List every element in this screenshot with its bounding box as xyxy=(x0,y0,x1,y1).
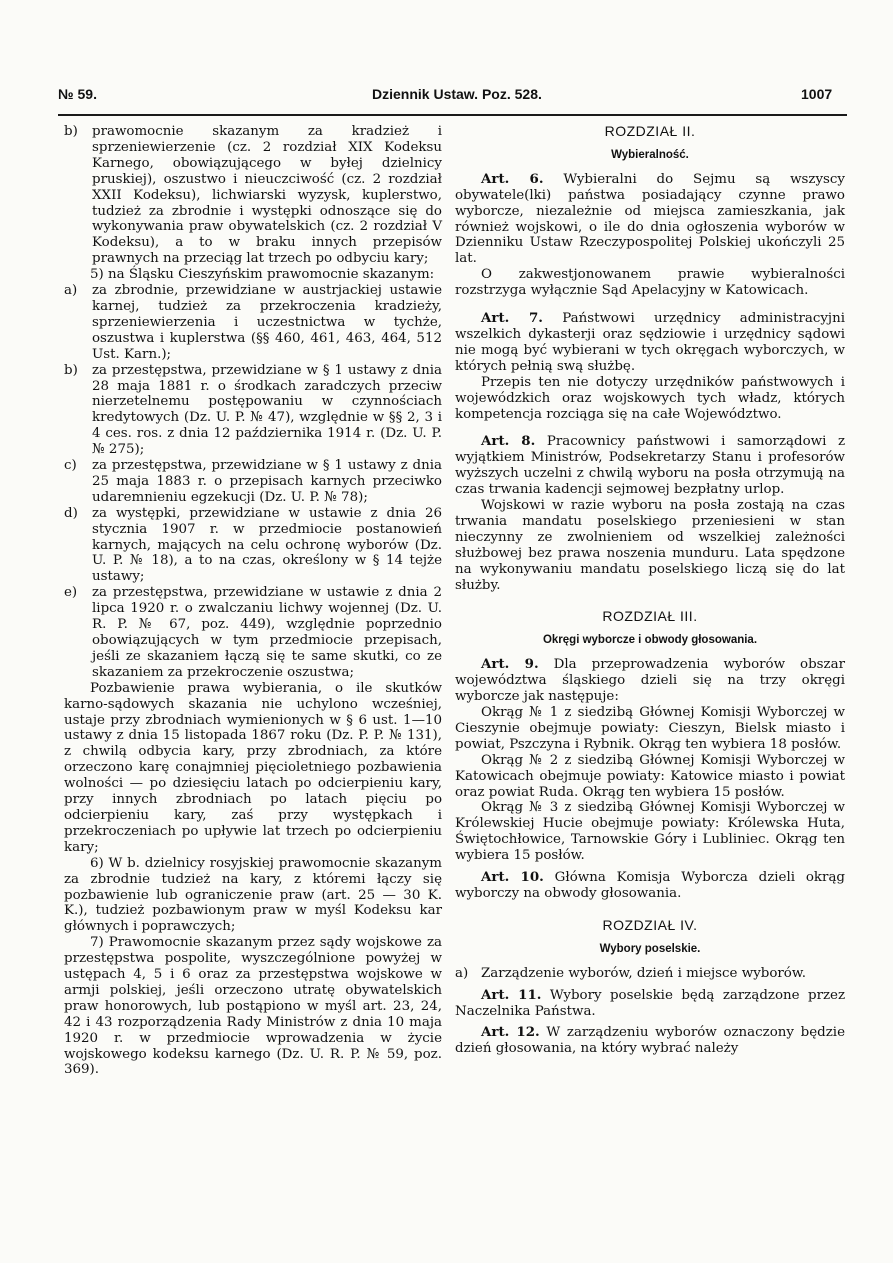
page-header xyxy=(0,86,893,108)
article-6 xyxy=(455,172,845,267)
article-label: Art. 8. xyxy=(481,433,536,450)
article-label: Art. 7. xyxy=(481,310,543,327)
article-text: Dla przeprowadzenia wyborów obszar województwa śląskiego dzieli się na trzy okręgi wyborcze jak następuje: xyxy=(455,657,845,705)
article-7 xyxy=(455,311,845,375)
item-text: za przestępstwa, przewidziane w § 1 ustawy z dnia 28 maja 1881 r. o środkach zaradczych przeciw nierzetelnemu postępowaniu w czynnościach kredytowych (Dz. U. P. № 47), względnie w §§ 2, 3 i 4 ces. ros. z dnia 12 października 1914 r. (Dz. U. P. № 275); xyxy=(92,362,442,458)
item-marker: c) xyxy=(64,458,77,474)
item-marker: e) xyxy=(64,585,78,601)
district-2: Okrąg № 2 z siedzibą Głównej Komisji Wyborczej w Katowicach obejmuje powiaty: Katowice miasto i powiat oraz powiat Ruda. Okrąg ten wybiera 15 posłów. xyxy=(455,752,845,800)
item-text: za zbrodnie, przewidziane w austrjackiej ustawie karnej, tudzież za przekroczenia kradzieży, sprzeniewierzenia i uczestnictwa w tychże, oszustwa i kuplerstwa (§§ 460, 461, 463, 464, 512 Ust. Karn.); xyxy=(92,283,442,362)
article-7-paragraph-2: Przepis ten nie dotyczy urzędników państwowych i wojewódzkich oraz wojskowych tych władz, których kompetencja rozciąga się na całe Województwo. xyxy=(455,374,845,422)
item-5: 5) na Śląsku Cieszyńskim prawomocnie skazanym: xyxy=(90,267,435,283)
section-text: Zarządzenie wyborów, dzień i miejsce wyborów. xyxy=(481,965,806,981)
item-text: prawomocnie skazanym za kradzież i sprzeniewierzenie (cz. 2 rozdział XIX Kodeksu Karnego, obowiązującego w byłej dzielnicy pruskiej), oszustwo i nieuczciwość (cz. 2 rozdział XXII Kodeksu), lichwiarski wyzysk, kuplerstwo, tudzież za zbrodnie i występki odnoszące się do wykonywania praw obywatelskich (cz. 2 rozdział V Kodeksu), a to w braku innych przepisów prawnych na przeciąg lat trzech po odbyciu kary; xyxy=(92,124,442,267)
item-marker: b) xyxy=(64,124,78,139)
section-marker: a) xyxy=(455,965,469,981)
article-6-paragraph-2: O zakwestjonowanem prawie wybieralności rozstrzyga wyłącznie Sąd Apelacyjny w Katowicach. xyxy=(455,267,845,299)
chapter-3-heading: ROZDZIAŁ III. xyxy=(602,608,698,625)
article-8-paragraph-2: Wojskowi w razie wyboru na posła zostają na czas trwania mandatu poselskiego przeniesieni w stan nieczynny ze zwolnieniem od wszelkiej zależności służbowej bez prawa noszenia munduru. Lata spędzone na wykonywaniu mandatu poselskiego liczą się do lat służby. xyxy=(455,498,845,593)
article-label: Art. 11. xyxy=(481,986,542,1003)
chapter-4-heading: ROZDZIAŁ IV. xyxy=(602,916,698,933)
section-a xyxy=(455,966,845,982)
item-text: za przestępstwa, przewidziane w § 1 ustawy z dnia 25 maja 1883 r. o przepisach karnych przeciwko udaremnieniu egzekucji (Dz. U. P. № 78); xyxy=(92,458,442,505)
article-10 xyxy=(455,870,845,902)
article-label: Art. 10. xyxy=(481,869,544,886)
item-text: za występki, przewidziane w ustawie z dnia 26 stycznia 1907 r. w przedmiocie postanowień karnych, mających na celu ochronę wyborów (Dz. U. P. № 18), a to na czas, określony w § 14 tejże ustawy; xyxy=(92,505,442,585)
article-label: Art. 12. xyxy=(481,1024,540,1041)
right-column xyxy=(455,124,845,1057)
chapter-2-heading: ROZDZIAŁ II. xyxy=(604,123,696,139)
item-marker: a) xyxy=(64,283,78,299)
journal-title: Dziennik Ustaw. Poz. 528. xyxy=(372,86,542,102)
paragraph-pozbawienie: Pozbawienie prawa wybierania, o ile skutków karno-sądowych skazania nie uchylono wcześniej, ustaje przy zbrodniach wymienionych w § 6 ust. 1—10 ustawy z dnia 15 listopada 1867 roku (Dz. P. P. № 131), z chwilą odbycia kary, przy zbrodniach, za które orzeczono karę conajmniej pięcioletniego pozbawienia wolności — po dziesięciu latach po odcierpieniu kary, przy innych zbrodniach po latach pięciu po odcierpieniu kary, zaś przy występkach i przekroczeniach po upływie lat trzech po odcierpieniu kary; xyxy=(64,680,442,855)
paragraph-6: 6) W b. dzielnicy rosyjskiej prawomocnie skazanym za zbrodnie tudzież na kary, z któremi łączy się pozbawienie lub ograniczenie praw (art. 25 — 30 K. K.), tudzież pozbawionym praw w myśl Kodeksu kar głównych i poprawczych; xyxy=(64,855,442,935)
sub-item-c xyxy=(64,458,442,506)
item-marker: d) xyxy=(64,505,78,521)
district-1: Okrąg № 1 z siedzibą Głównej Komisji Wyborczej w Cieszynie obejmuje powiaty: Cieszyn, Bielsk miasto i powiat, Pszczyna i Rybnik. Okrąg ten wybiera 18 posłów. xyxy=(455,705,845,752)
page-number: 1007 xyxy=(801,86,833,102)
left-column xyxy=(64,124,442,1078)
sub-item-b xyxy=(64,363,442,458)
article-text: Państwowi urzędnicy administracyjni wszelkich dykasterji oraz sędziowie i urzędnicy sądowi nie mogą być wybierani w tych okręgach wyborczych, w których pełnią swą służbę. xyxy=(455,311,845,374)
item-b xyxy=(64,124,442,267)
article-8 xyxy=(455,434,845,498)
paragraph-7: 7) Prawomocnie skazanym przez sądy wojskowe za przestępstwa pospolite, wyszczególnione powyżej w ustępach 4, 5 i 6 oraz za przestępstwa wojskowe w armji polskiej, jeśli orzeczono utratę obywatelskich praw honorowych, lub postąpiono w myśl art. 23, 24, 42 i 43 rozporządzenia Rady Ministrów z dnia 10 maja 1920 r. w przedmiocie wprowadzenia w życie wojskowego kodeksu karnego (Dz. U. R. P. № 59, poz. 369). xyxy=(64,935,442,1078)
article-label: Art. 6. xyxy=(481,170,544,187)
article-9 xyxy=(455,657,845,705)
article-text: Główna Komisja Wyborcza dzieli okrąg wyborczy na obwody głosowania. xyxy=(455,870,846,901)
article-text: Wybory poselskie będą zarządzone przez Naczelnika Państwa. xyxy=(455,987,846,1019)
chapter-2-subheading: Wybieralność. xyxy=(611,148,689,161)
item-text: za przestępstwa, przewidziane w ustawie z dnia 2 lipca 1920 r. o zwalczaniu lichwy wojennej (Dz. U. R. P. № 67, poz. 449), względnie poprzednio obowiązujących w tym przedmiocie przepisach, jeśli ze skazaniem łączą się te same skutki, co ze skazaniem za przekroczenie oszustwa; xyxy=(92,585,442,680)
chapter-3-subheading: Okręgi wyborcze i obwody głosowania. xyxy=(542,634,758,647)
article-text: Wybieralni do Sejmu są wszyscy obywatele(lki) państwa posiadający czynne prawo wyborcze, niezależnie od miejsca zamieszkania, jak również wojskowi, o ile do dnia ogłoszenia wyborów w Dzienniku Ustaw Rzeczypospolitej Polskiej ukończyli 25 lat. xyxy=(455,171,845,267)
article-label: Art. 9. xyxy=(481,656,539,673)
chapter-4-subheading: Wybory poselskie. xyxy=(599,942,701,955)
sub-item-d xyxy=(64,506,442,586)
sub-item-e xyxy=(64,585,442,680)
sub-item-a xyxy=(64,283,442,363)
article-12 xyxy=(455,1025,845,1057)
issue-number: № 59. xyxy=(58,86,97,102)
district-3: Okrąg № 3 z siedzibą Głównej Komisji Wyborczej w Królewskiej Hucie obejmuje powiaty: Królewska Huta, Świętochłowice, Tarnowskie Góry i Lubliniec. Okrąg ten wybiera 15 posłów. xyxy=(455,800,845,864)
article-text: Pracownicy państwowi i samorządowi z wyjątkiem Ministrów, Podsekretarzy Stanu i profesorów wyższych uczelni z chwilą wyboru na posła otrzymują na czas trwania kadencji sejmowej bezpłatny urlop. xyxy=(455,434,845,498)
header-rule xyxy=(58,114,847,116)
article-text: W zarządzeniu wyborów oznaczony będzie dzień głosowania, na który wybrać należy xyxy=(455,1025,846,1057)
article-11 xyxy=(455,988,845,1020)
item-marker: b) xyxy=(64,362,78,378)
